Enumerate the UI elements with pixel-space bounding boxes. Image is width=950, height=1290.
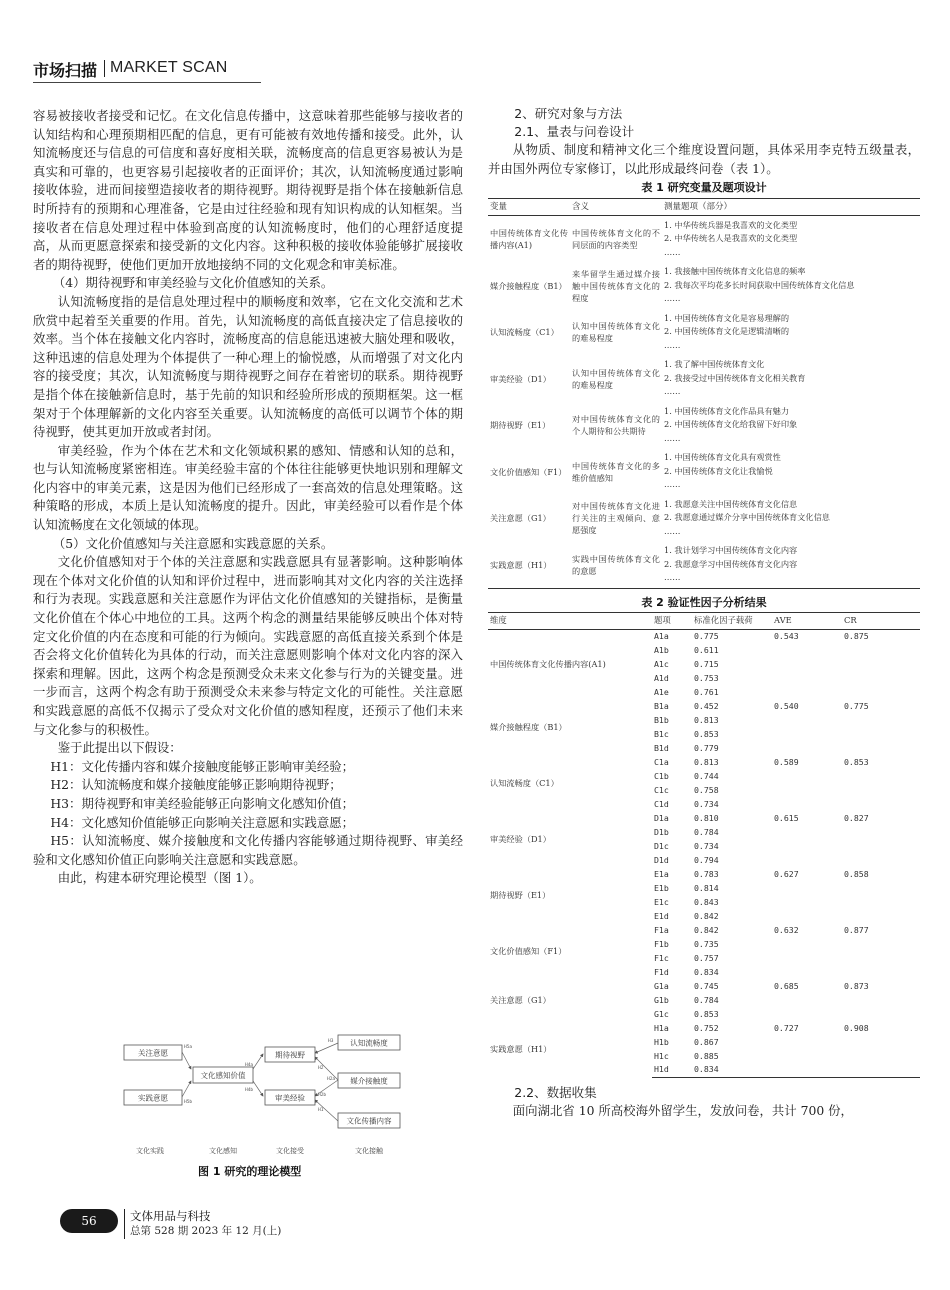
table2-loading: 0.814 [694, 882, 719, 893]
table1-item: …… [664, 525, 681, 536]
table2-ave: 0.632 [774, 924, 799, 935]
table2-item-code: E1a [654, 868, 669, 879]
table2-cr [842, 993, 920, 1007]
table2-row [488, 811, 920, 825]
table2-ave [772, 727, 842, 741]
table2-item-code: F1b [654, 938, 669, 949]
table2-loading: 0.761 [694, 686, 719, 697]
table2-loading: 0.753 [694, 672, 719, 683]
table2-loading: 0.715 [694, 658, 719, 669]
table2-ave [772, 825, 842, 839]
journal-name: 文体用品与科技 [130, 1209, 211, 1223]
table1-var: 认知流畅度（C1） [490, 327, 559, 338]
body-paragraph: （5）文化价值感知与关注意愿和实践意愿的关系。 [52, 535, 334, 551]
table1-item: 1. 我了解中国传统体育文化 [664, 359, 765, 370]
table2-ave [772, 1049, 842, 1063]
table2-item-code: H1c [654, 1050, 669, 1061]
subsection-heading-2: 2.2、数据收集 [514, 1084, 597, 1100]
table2-header: CR [842, 613, 920, 629]
table2-row [488, 755, 920, 769]
table2-ave: 0.627 [774, 868, 799, 879]
fig-bottom-3: 文化接触 [355, 1147, 383, 1155]
table2-loading: 0.813 [694, 714, 719, 725]
table1-meaning: 对中国传统体育文化的个人期待和公共期待 [572, 414, 660, 437]
table2-cr [842, 895, 920, 909]
table2-loading: 0.834 [694, 966, 719, 977]
table2-loading: 0.775 [694, 630, 719, 641]
table1-item: …… [664, 293, 681, 304]
table2-ave [772, 797, 842, 811]
body-paragraph: 容易被接收者接受和记忆。在文化信息传播中，这意味着那些能够与接收者的认知结构和心理预期相匹配的信息，更有可能被有效地传播和接受。此外，认知流畅度还与信息的可信度和喜好度相关联，流畅度高的信息更容易被认为是真实和可靠的，也更容易引起接收者的正面评价；其次，认知流畅度通过影响接收体验，进而间接塑造接收者的期待视野。期待视野是指个体在接触新信息时所持有的预期和心理准备，它是由过往经验和现有知识构成的认知框架。当接收者在信息处理过程中体验到高度的认知流畅度时，他们的心理舒适度提高，从而更愿意探索和接受新的文化内容。这种积极的接收体验能够扩展接收者的期待视野，使他们更加开放地接纳不同的文化观念和审美标准。 [33, 108, 463, 272]
table1-meaning: 认知中国传统体育文化的难易程度 [572, 321, 660, 344]
table2-item-code: H1d [652, 1063, 692, 1077]
table2-ave [772, 769, 842, 783]
table1-item: 1. 我计划学习中国传统体育文化内容 [664, 545, 798, 556]
table2-loading: 0.885 [694, 1050, 719, 1061]
table2-item-code: H1a [654, 1022, 669, 1033]
table1-row [488, 402, 920, 449]
table2-item-code: F1a [654, 924, 669, 935]
table2-item-code: E1c [654, 896, 669, 907]
table1-items [662, 309, 920, 356]
box-media: 媒介接触度 [350, 1076, 388, 1086]
issue-info: 总第 528 期 2023 年 12 月(上) [130, 1225, 282, 1237]
table1-item: 2. 我每次平均花多长时间获取中国传统体育文化信息 [664, 279, 855, 290]
table2-row [488, 979, 920, 993]
table2-loading: 0.853 [694, 728, 719, 739]
path-h1: H1 [318, 1108, 324, 1113]
table1-var: 媒介接触程度（B1） [490, 280, 567, 291]
body-paragraph: 文化价值感知对于个体的关注意愿和实践意愿具有显著影响。这种影响体现在个体对文化价值的认知和评价过程中，进而影响其对文化内容的关注选择和行为表现。实践意愿和关注意愿作为评估文化价值感知的关键指标，是衡量文化价值在个体心中地位的工具。这两个构念的测量结果能够反映出个体对特定文化价值的内在态度和可能的行为倾向。实践意愿的高低直接关系到个体是否会将文化价值转化为具体的行动，而关注意愿则影响个体对文化内容的深入探索和理解。因此，这两个构念是预测受众未来文化参与行为的关键变量。进一步而言，这两个构念有助于预测受众未来参与特定文化的可能性。关注意愿和实践意愿的高低不仅揭示了受众对文化价值的感知程度，还预示了他们未来与文化参与的积极性。 [33, 554, 463, 737]
table2-dim: 文化价值感知（F1） [490, 945, 567, 956]
table2-dim: 媒介接触程度（B1） [490, 721, 567, 732]
table2-ave [772, 643, 842, 657]
table2-item-code: C1a [654, 756, 669, 767]
table2-item-code: A1b [654, 644, 669, 655]
table1-var: 关注意愿（G1） [490, 513, 551, 524]
table2-loading: 0.734 [694, 840, 719, 851]
table1-item: 2. 中华传统名人是我喜欢的文化类型 [664, 233, 798, 244]
table1-var: 期待视野（E1） [490, 420, 551, 431]
table2-cr [842, 1049, 920, 1063]
table2-loading: 0.758 [694, 784, 719, 795]
table1-row [488, 262, 920, 309]
table2-row [488, 867, 920, 881]
table2-loading: 0.842 [694, 910, 719, 921]
table2-loading: 0.744 [694, 770, 719, 781]
table2-item-code: G1b [654, 994, 669, 1005]
intro-paragraph: 从物质、制度和精神文化三个维度设置问题，具体采用李克特五级量表，并由国外两位专家修订，以此形成最终问卷（表 1）。 [488, 142, 920, 176]
table2-ave [772, 1035, 842, 1049]
table2-header: 题项 [652, 613, 692, 629]
table2-loading: 0.810 [694, 812, 719, 823]
body-paragraph: 由此，构建本研究理论模型（图 1）。 [57, 870, 262, 886]
body-paragraph: 审美经验，作为个体在艺术和文化领域积累的感知、情感和认知的总和，也与认知流畅度紧密相连。审美经验丰富的个体往往能够更快地识别和理解文化内容中的审美元素，这是因为他们已经形成了一套高效的信息处理策略。这种策略的形成，本质上是认知流畅度的提升。因此，审美经验可以看作是个体认知流畅度在文化领域的体现。 [33, 442, 463, 533]
table2-header: AVE [772, 613, 842, 629]
table1-row [488, 495, 920, 542]
body-paragraph: H3：期待视野和审美经验能够正向影响文化感知价值； [50, 795, 355, 811]
table1-meaning: 来华留学生通过媒介接触中国传统体育文化的程度 [572, 268, 660, 303]
table2-dim: 实践意愿（H1） [490, 1043, 552, 1054]
body-paragraph: H1：文化传播内容和媒介接触度能够正影响审美经验； [50, 758, 355, 774]
table2-cr: 0.877 [844, 924, 869, 935]
box-fluency: 认知流畅度 [350, 1038, 388, 1048]
box-content: 文化传播内容 [346, 1116, 392, 1126]
table2-header: 维度 [488, 613, 652, 629]
table1-item: …… [664, 386, 681, 397]
table2-ave [772, 1007, 842, 1021]
table1-item: …… [664, 339, 681, 350]
table2-ave [772, 741, 842, 755]
table2-ave [772, 909, 842, 923]
table2-dim: 中国传统体育文化传播内容(A1) [490, 658, 606, 669]
figure-caption: 图 1 研究的理论模型 [198, 1165, 302, 1178]
table2-item-code: C1c [654, 784, 669, 795]
table2-cr [842, 1063, 920, 1077]
table2-loading: 0.834 [692, 1063, 772, 1077]
table2-cr [842, 643, 920, 657]
table2-ave [772, 951, 842, 965]
table2-cr [842, 881, 920, 895]
table2-ave: 0.540 [774, 700, 799, 711]
table2-ave [772, 1063, 842, 1077]
table1-header: 变量 [488, 198, 570, 215]
box-guanzhu: 关注意愿 [138, 1048, 168, 1058]
table2-cr [842, 713, 920, 727]
table2-ave [772, 853, 842, 867]
table1-row [488, 215, 920, 262]
table2-item-code: F1c [654, 952, 669, 963]
body-paragraph: H4：文化感知价值能够正向影响关注意愿和实践意愿； [50, 814, 355, 830]
table1-items [662, 448, 920, 495]
subsection-heading: 2.1、量表与问卷设计 [514, 124, 635, 139]
table1-items [662, 262, 920, 309]
table2-loading: 0.842 [694, 924, 719, 935]
fig-bottom-2: 文化接受 [276, 1147, 304, 1155]
table1-item: …… [664, 572, 681, 583]
table2-cr: 0.853 [844, 756, 869, 767]
table2-loading: 0.745 [694, 980, 719, 991]
table2-cr [842, 825, 920, 839]
table1-var: 中国传统体育文化传播内容(A1) [490, 228, 568, 251]
table2-caption: 表 2 验证性因子分析结果 [641, 595, 767, 609]
table2-dim: 审美经验（D1） [490, 833, 551, 844]
table2-row [488, 923, 920, 937]
table2-row [488, 1021, 920, 1035]
table1-item: 1. 中华传统兵器是我喜欢的文化类型 [664, 219, 798, 230]
fig-bottom-0: 文化实践 [136, 1147, 164, 1155]
table2-loading: 0.813 [694, 756, 719, 767]
table2-cr [842, 937, 920, 951]
table2-ave: 0.727 [774, 1022, 799, 1033]
table1-meaning: 对中国传统体育文化进行关注的主观倾向、意愿强度 [572, 501, 660, 536]
table2-dim: 关注意愿（G1） [490, 994, 551, 1005]
table2-item-code: A1a [654, 630, 669, 641]
table1-item: …… [664, 432, 681, 443]
table2-ave: 0.589 [774, 756, 799, 767]
table2-cr [842, 839, 920, 853]
body-paragraph: （4）期待视野和审美经验与文化价值感知的关系。 [52, 275, 334, 291]
table2-item-code: D1a [654, 812, 669, 823]
table2-cr [842, 1007, 920, 1021]
table1-meaning: 中国传统体育文化的不同层面的内容类型 [572, 228, 660, 251]
table2 [488, 612, 920, 1077]
table2-ave [772, 671, 842, 685]
table1-header: 含义 [570, 198, 662, 215]
table2-cr [842, 657, 920, 671]
table1-items [662, 215, 920, 262]
table2-loading: 0.611 [694, 644, 719, 655]
header-underline [33, 82, 261, 83]
table1-meaning: 中国传统体育文化的多维价值感知 [572, 460, 660, 483]
body-paragraph: H5：认知流畅度、媒介接触度和文化传播内容能够通过期待视野、审美经验和文化感知价值正向影响关注意愿和实践意愿。 [33, 833, 463, 867]
table1-item: 2. 我愿意学习中国传统体育文化内容 [664, 558, 798, 569]
table2-cr [842, 853, 920, 867]
table2-cr [842, 797, 920, 811]
table1-items [662, 402, 920, 449]
table2-cr: 0.875 [844, 630, 869, 641]
table1-item: 1. 中国传统体育文化作品具有魅力 [664, 405, 790, 416]
table1-row [488, 541, 920, 588]
table2-item-code: G1a [654, 980, 669, 991]
table2-item-code: E1d [654, 910, 669, 921]
table2-item-code: G1c [654, 1008, 669, 1019]
table2-loading: 0.794 [694, 854, 719, 865]
table1-meaning: 认知中国传统体育文化的难易程度 [572, 367, 660, 390]
left-column [33, 107, 463, 888]
table2-ave: 0.685 [774, 980, 799, 991]
table2-item-code: A1c [654, 658, 669, 669]
table2-cr [842, 783, 920, 797]
table2-cr [842, 685, 920, 699]
table2-loading: 0.757 [694, 952, 719, 963]
table2-item-code: B1b [654, 714, 669, 725]
table2-cr [842, 769, 920, 783]
table2-item-code: B1d [654, 742, 669, 753]
fig-bottom-1: 文化感知 [209, 1147, 237, 1155]
table2-cr: 0.873 [844, 980, 869, 991]
table2-loading: 0.784 [694, 826, 719, 837]
table2-item-code: C1d [654, 798, 669, 809]
table1-items [662, 495, 920, 542]
table1-header: 测量题项（部分） [662, 198, 920, 215]
table2-item-code: D1d [654, 854, 669, 865]
path-h2b: H2b [318, 1093, 327, 1098]
table2-loading: 0.867 [694, 1036, 719, 1047]
footer-divider [124, 1209, 125, 1239]
table2-item-code: H1b [654, 1036, 669, 1047]
table2-loading: 0.452 [694, 700, 719, 711]
table2-item-code: B1a [654, 700, 669, 711]
table1-var: 实践意愿（H1） [488, 541, 570, 588]
table2-ave [772, 657, 842, 671]
header-section-title: 市场扫描 [33, 61, 98, 80]
table1-var: 文化价值感知（F1） [490, 466, 567, 477]
table2-cr [842, 909, 920, 923]
table1 [488, 198, 920, 589]
table2-ave [772, 993, 842, 1007]
table2-ave: 0.615 [774, 812, 799, 823]
table2-item-code: A1d [654, 672, 669, 683]
outro-paragraph: 面向湖北省 10 所高校海外留学生，发放问卷，共计 700 份， [512, 1102, 853, 1118]
table1-caption: 表 1 研究变量及题项设计 [641, 181, 767, 195]
table2-item-code: D1b [654, 826, 669, 837]
table1-row [488, 309, 920, 356]
path-h3: H3 [328, 1039, 334, 1044]
right-column [488, 105, 920, 1120]
table2-item-code: D1c [654, 840, 669, 851]
table2-loading: 0.752 [694, 1022, 719, 1033]
path-h2: H2 [318, 1066, 324, 1071]
table1-item: 2. 我接受过中国传统体育文化相关教育 [664, 372, 806, 383]
table2-ave [772, 895, 842, 909]
box-value: 文化感知价值 [200, 1071, 246, 1080]
table2-cr [842, 727, 920, 741]
table2-item-code: B1c [654, 728, 669, 739]
page-number: 56 [60, 1209, 118, 1233]
box-aesthetic: 审美经验 [275, 1093, 305, 1103]
table2-cr: 0.908 [844, 1022, 869, 1033]
table1-items [662, 355, 920, 402]
table2-loading: 0.784 [694, 994, 719, 1005]
table2-item-code: A1e [654, 686, 669, 697]
body-paragraph: 认知流畅度指的是信息处理过程中的顺畅度和效率，它在文化交流和艺术欣赏中起着至关重要的作用。首先，认知流畅度的高低直接决定了信息接收的效率。当个体在接触文化内容时，流畅度高的信息能迅速被大脑处理和吸收，这种迅速的信息处理为个体提供了一种心理上的愉悦感，从而增强了对文化内容的接受度；其次，认知流畅度与期待视野之间存在着密切的联系。期待视野是指个体在接触新信息时，基于先前的知识和经验所形成的预期框架。这一框架对于个体理解新的文化内容至关重要。认知流畅度的高低可以调节个体的期待视野，使其更加开放或者封闭。 [33, 293, 463, 440]
table1-var: 审美经验（D1） [490, 373, 551, 384]
table2-item-code: E1b [654, 882, 669, 893]
box-shijian: 实践意愿 [138, 1093, 168, 1103]
table2-cr [842, 1035, 920, 1049]
table1-meaning: 实践中国传统体育文化的意愿 [570, 541, 662, 588]
table1-row [488, 448, 920, 495]
table2-header: 标准化因子载荷 [692, 613, 772, 629]
table2-ave [772, 965, 842, 979]
table1-item: …… [664, 479, 681, 490]
table2-ave [772, 839, 842, 853]
path-h4a: H4a [245, 1063, 254, 1068]
table1-item: 1. 我接触中国传统体育文化信息的频率 [664, 266, 806, 277]
table2-ave [772, 685, 842, 699]
table1-item: 2. 中国传统体育文化让我愉悦 [664, 465, 773, 476]
table2-ave: 0.543 [774, 630, 799, 641]
table2-item-code: C1b [654, 770, 669, 781]
table1-item: 1. 中国传统体育文化具有观赏性 [664, 452, 781, 463]
table2-ave [772, 937, 842, 951]
header-divider [104, 60, 105, 77]
table2-loading: 0.734 [694, 798, 719, 809]
header-section-title-en: MARKET SCAN [110, 59, 228, 76]
table2-loading: 0.853 [694, 1008, 719, 1019]
path-h5b: H5b [184, 1100, 193, 1105]
table2-dim: 期待视野（E1） [490, 889, 551, 900]
table2-row [488, 629, 920, 643]
table2-item-code: F1d [654, 966, 669, 977]
table1-items [662, 541, 920, 588]
path-h4b: H4b [245, 1088, 254, 1093]
table2-loading: 0.735 [694, 938, 719, 949]
table2-ave [772, 713, 842, 727]
table1-item: 2. 我愿意通过媒介分享中国传统体育文化信息 [664, 512, 830, 523]
table2-cr: 0.775 [844, 700, 869, 711]
table2-loading: 0.783 [694, 868, 719, 879]
section-heading: 2、研究对象与方法 [514, 106, 623, 121]
table2-loading: 0.779 [694, 742, 719, 753]
table2-cr: 0.827 [844, 812, 869, 823]
body-paragraph: 鉴于此提出以下假设： [57, 740, 182, 756]
theory-model-figure [118, 1033, 408, 1158]
table1-item: 1. 我愿意关注中国传统体育文化信息 [664, 498, 798, 509]
table2-ave [772, 881, 842, 895]
table2-cr [842, 741, 920, 755]
table1-item: 2. 中国传统体育文化是逻辑清晰的 [664, 326, 790, 337]
table2-cr [842, 951, 920, 965]
path-h5a: H5a [184, 1045, 193, 1050]
box-expect: 期待视野 [275, 1050, 305, 1060]
body-paragraph: H2：认知流畅度和媒介接触度能够正影响期待视野； [50, 777, 342, 793]
table2-ave [772, 783, 842, 797]
path-h2a: H2a [327, 1077, 336, 1082]
table2-dim: 认知流畅度（C1） [490, 777, 559, 788]
table1-item: 2. 中国传统体育文化给我留下好印象 [664, 419, 798, 430]
table2-cr: 0.858 [844, 868, 869, 879]
table2-loading: 0.843 [694, 896, 719, 907]
table1-item: …… [664, 246, 681, 257]
table1-row [488, 355, 920, 402]
table2-cr [842, 965, 920, 979]
table1-item: 1. 中国传统体育文化是容易理解的 [664, 312, 790, 323]
table2-cr [842, 671, 920, 685]
table2-row [488, 699, 920, 713]
